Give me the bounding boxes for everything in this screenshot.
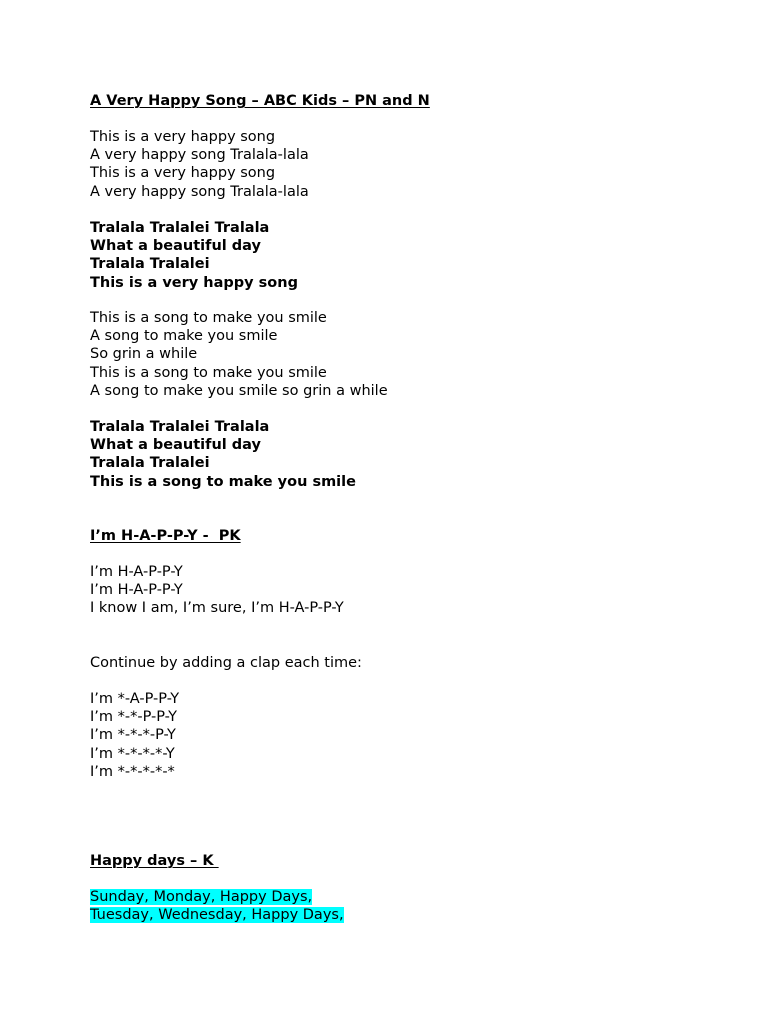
song3-title: Happy days – K: [90, 853, 219, 869]
highlighted-lyric-line: Tuesday, Wednesday, Happy Days,: [90, 907, 344, 924]
chorus-line: What a beautiful day: [90, 437, 261, 454]
clap-line: I’m *-A-P-P-Y: [90, 691, 180, 707]
lyric-line: So grin a while: [90, 346, 198, 363]
song2-title: I’m H-A-P-P-Y - PK: [90, 528, 241, 544]
lyric-line: A very happy song Tralala-lala: [90, 147, 309, 164]
lyric-line: I know I am, I’m sure, I’m H-A-P-P-Y: [90, 600, 344, 617]
lyric-line: This is a song to make you smile: [90, 364, 327, 381]
chorus-line: What a beautiful day: [90, 238, 261, 255]
chorus-line: Tralala Tralalei Tralala: [90, 419, 270, 435]
song1-section-title: [90, 92, 430, 110]
lyric-line: This is a song to make you smile: [90, 310, 327, 326]
song1-verse2: [90, 309, 388, 400]
song2-clap-lines: [90, 690, 179, 781]
song2-section-title: [90, 527, 241, 545]
lyric-line: I’m H-A-P-P-Y: [90, 564, 183, 580]
chorus-line: Tralala Tralalei Tralala: [90, 220, 270, 236]
song3-verse: [90, 888, 344, 924]
chorus-line: Tralala Tralalei: [90, 455, 210, 472]
song1-verse1: [90, 128, 309, 201]
lyric-line: A song to make you smile: [90, 328, 278, 345]
song2-instruction-block: [90, 654, 362, 672]
lyric-line: This is a very happy song: [90, 165, 276, 182]
lyric-line: I’m H-A-P-P-Y: [90, 582, 183, 599]
song2-verse: [90, 563, 344, 618]
song2-instruction: Continue by adding a clap each time:: [90, 655, 362, 671]
lyric-line: This is a very happy song: [90, 129, 276, 145]
clap-line: I’m *-*-*-*-*: [90, 763, 175, 780]
song1-chorus1: [90, 219, 298, 292]
clap-line: I’m *-*-*-P-Y: [90, 727, 176, 744]
clap-line: I’m *-*-P-P-Y: [90, 709, 178, 726]
song1-chorus2: [90, 418, 356, 491]
chorus-line: Tralala Tralalei: [90, 256, 210, 273]
clap-line: I’m *-*-*-*-Y: [90, 745, 175, 762]
chorus-line: This is a very happy song: [90, 274, 298, 291]
lyric-line: A song to make you smile so grin a while: [90, 382, 388, 399]
song3-section-title: [90, 852, 219, 870]
chorus-line: This is a song to make you smile: [90, 473, 356, 490]
highlighted-lyric-line: Sunday, Monday, Happy Days,: [90, 889, 313, 905]
lyric-line: A very happy song Tralala-lala: [90, 183, 309, 200]
song1-title: A Very Happy Song – ABC Kids – PN and N: [90, 93, 430, 109]
